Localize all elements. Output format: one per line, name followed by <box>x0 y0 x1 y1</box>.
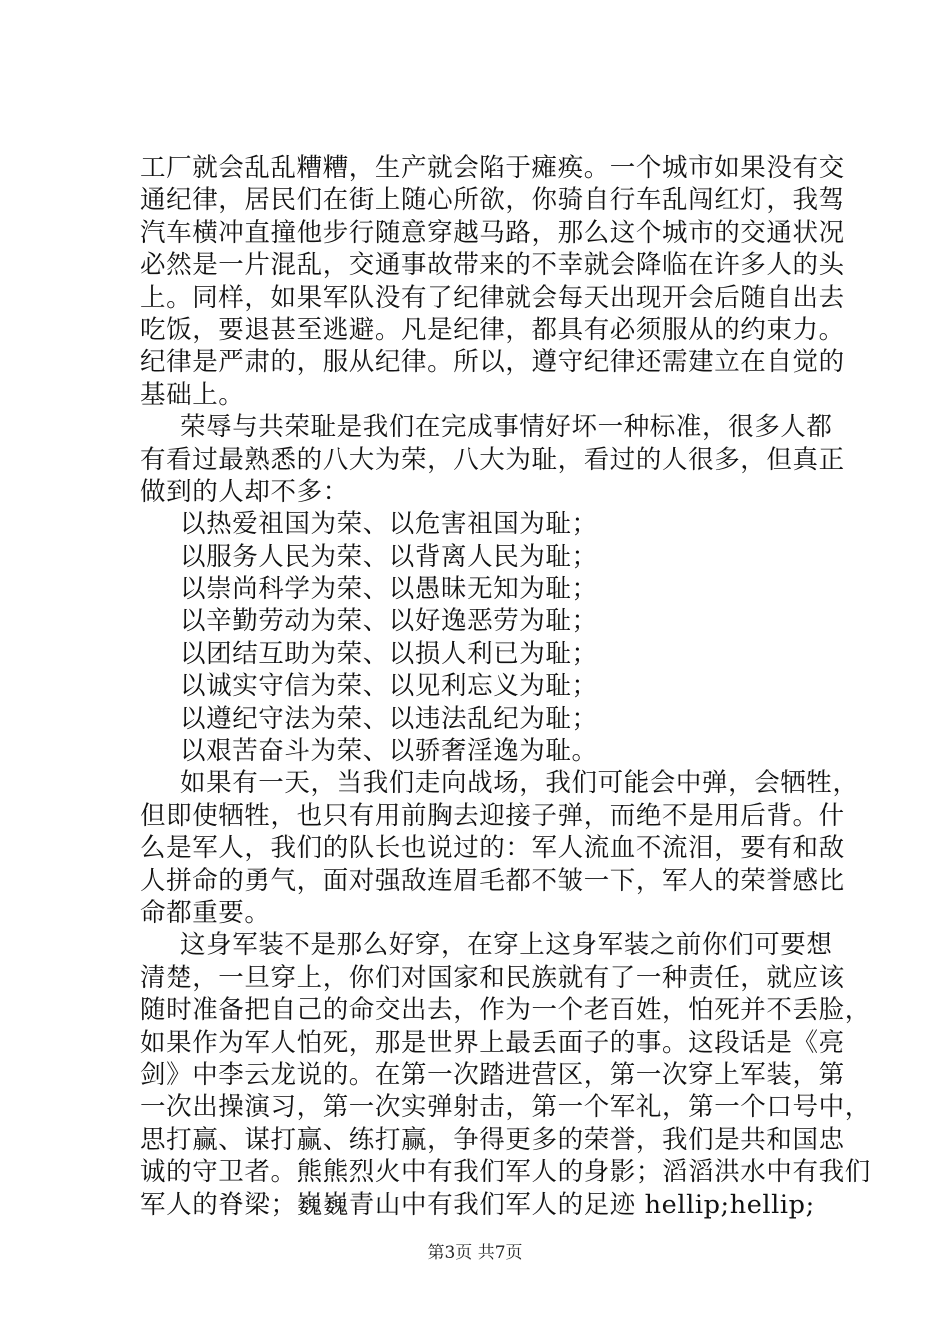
text-line: 以艰苦奋斗为荣、以骄奢淫逸为耻。 <box>180 736 598 767</box>
paragraph <box>140 735 840 767</box>
text-line: 如果有一天，当我们走向战场，我们可能会中弹，会牺牲， <box>180 768 859 799</box>
text-line: 随时准备把自己的命交出去，作为一个老百姓，怕死并不丢脸， <box>140 995 871 1026</box>
paragraph <box>140 541 840 573</box>
text-line: 但即使牺牲，也只有用前胸去迎接子弹，而绝不是用后背。什 <box>140 800 845 831</box>
paragraph <box>140 508 840 540</box>
text-line: 纪律是严肃的，服从纪律。所以，遵守纪律还需建立在自觉的 <box>140 347 845 378</box>
paragraph <box>140 767 859 929</box>
text-line: 有看过最熟悉的八大为荣，八大为耻，看过的人很多，但真正 <box>140 444 845 475</box>
document-body <box>140 152 871 1221</box>
text-line: 工厂就会乱乱糟糟，生产就会陷于瘫痪。一个城市如果没有交 <box>140 153 845 183</box>
paragraph <box>140 703 840 735</box>
text-line: 以辛勤劳动为荣、以好逸恶劳为耻； <box>180 606 598 637</box>
text-line: 荣辱与共荣耻是我们在完成事情好坏一种标准，很多人都 <box>180 412 833 443</box>
text-line: 军人的脊梁；巍巍青山中有我们军人的足迹 hellip;hellip; <box>140 1189 815 1220</box>
text-line: 以热爱祖国为荣、以危害祖国为耻； <box>180 509 598 540</box>
text-line: 基础上。 <box>140 379 245 410</box>
text-line: 以崇尚科学为荣、以愚昧无知为耻； <box>180 574 598 605</box>
paragraph <box>140 152 845 411</box>
text-line: 吃饭，要退甚至逃避。凡是纪律，都具有必须服从的约束力。 <box>140 314 845 345</box>
page-number-label: 第3页 共7页 <box>427 1243 523 1263</box>
text-line: 命都重要。 <box>140 897 271 928</box>
text-line: 做到的人却不多： <box>140 476 349 507</box>
text-line: 如果作为军人怕死，那是世界上最丢面子的事。这段话是《亮 <box>140 1027 845 1058</box>
text-line: 以诚实守信为荣、以见利忘义为耻； <box>180 671 598 702</box>
text-line: 以团结互助为荣、以损人利已为耻； <box>180 638 598 669</box>
text-line: 以服务人民为荣、以背离人民为耻； <box>180 541 598 572</box>
text-line: 清楚，一旦穿上，你们对国家和民族就有了一种责任，就应该 <box>140 962 845 993</box>
text-line: 人拼命的勇气，面对强敌连眉毛都不皱一下，军人的荣誉感比 <box>140 865 845 896</box>
text-line: 思打赢、谋打赢、练打赢，争得更多的荣誉，我们是共和国忠 <box>140 1124 845 1155</box>
paragraph <box>140 929 871 1221</box>
text-line: 以遵纪守法为荣、以违法乱纪为耻； <box>180 703 598 734</box>
page-footer <box>0 1242 950 1264</box>
paragraph <box>140 670 840 702</box>
text-line: 通纪律，居民们在街上随心所欲，你骑自行车乱闯红灯，我驾 <box>140 185 845 216</box>
text-line: 诚的守卫者。熊熊烈火中有我们军人的身影；滔滔洪水中有我们 <box>140 1157 871 1188</box>
paragraph <box>140 573 840 605</box>
text-line: 剑》中李云龙说的。在第一次踏进营区，第一次穿上军装，第 <box>140 1059 845 1090</box>
text-line: 这身军装不是那么好穿，在穿上这身军装之前你们可要想 <box>180 930 833 961</box>
text-line: 么是军人，我们的队长也说过的：军人流血不流泪，要有和敌 <box>140 833 845 864</box>
paragraph <box>140 605 840 637</box>
text-line: 汽车横冲直撞他步行随意穿越马路，那么这个城市的交通状况 <box>140 217 845 248</box>
text-line: 一次出操演习，第一次实弹射击，第一个军礼，第一个口号中， <box>140 1092 871 1123</box>
paragraph <box>140 411 845 508</box>
text-line: 上。同样，如果军队没有了纪律就会每天出现开会后随自出去 <box>140 282 845 313</box>
text-line: 必然是一片混乱，交通事故带来的不幸就会降临在许多人的头 <box>140 250 845 281</box>
paragraph <box>140 638 840 670</box>
